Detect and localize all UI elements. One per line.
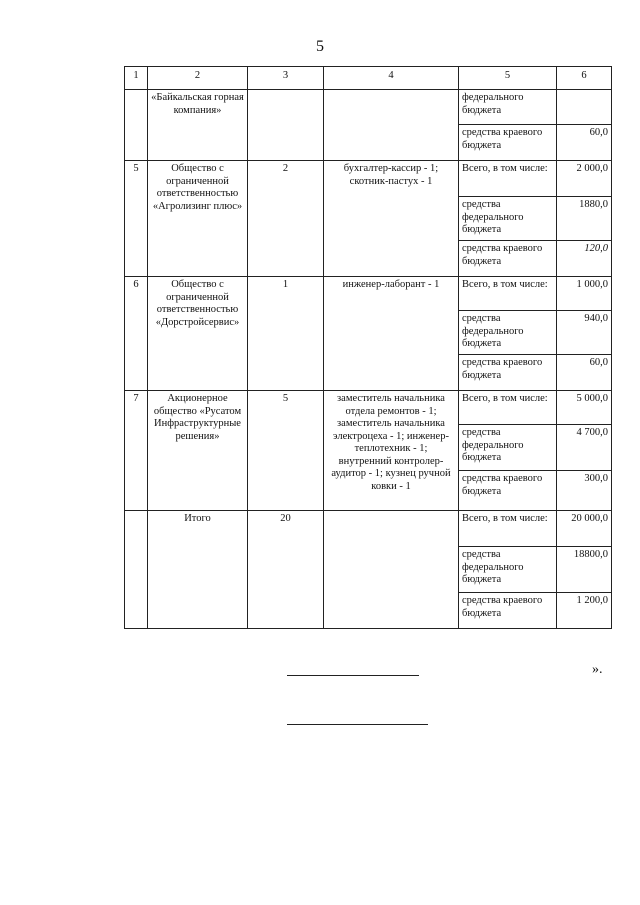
funding-source-cell: средства федерального бюджета (459, 547, 557, 593)
amount-cell: 1 200,0 (557, 593, 612, 629)
jobs-count-cell (248, 90, 324, 161)
row-number-cell: 7 (125, 391, 148, 511)
total-label-cell: Итого (148, 511, 248, 629)
table-row (125, 90, 612, 125)
separator-rule-line (287, 724, 428, 725)
jobs-count-cell: 2 (248, 161, 324, 277)
row-number-cell: 6 (125, 277, 148, 391)
column-header: 2 (148, 67, 248, 90)
amount-cell: 60,0 (557, 355, 612, 391)
table-row (125, 161, 612, 197)
funding-table (124, 66, 612, 629)
positions-cell: инженер-лаборант - 1 (324, 277, 459, 391)
organization-name-cell: Общество с ограниченной ответственностью «Дорстройсервис» (148, 277, 248, 391)
table-header-row (125, 67, 612, 90)
page-number: 5 (316, 38, 324, 55)
amount-cell: 300,0 (557, 471, 612, 511)
table-row (125, 277, 612, 311)
funding-source-cell: средства краевого бюджета (459, 471, 557, 511)
amount-cell: 2 000,0 (557, 161, 612, 197)
organization-name-cell: Акционерное общество «Русатом Инфраструктурные решения» (148, 391, 248, 511)
amount-cell: 940,0 (557, 311, 612, 355)
amount-cell: 1 000,0 (557, 277, 612, 311)
amount-cell (557, 90, 612, 125)
column-header: 5 (459, 67, 557, 90)
organization-name-cell: «Байкальская горная компания» (148, 90, 248, 161)
table-row (125, 391, 612, 425)
row-number-cell: 5 (125, 161, 148, 277)
positions-cell: заместитель начальника отдела ремонтов - 1; заместитель начальника электроцеха - 1; инженер-теплотехник - 1; внутренний контролер-аудитор - 1; кузнец ручной ковки - 1 (324, 391, 459, 511)
positions-cell (324, 511, 459, 629)
funding-source-cell: средства федерального бюджета (459, 425, 557, 471)
funding-source-cell: Всего, в том числе: (459, 511, 557, 547)
jobs-count-cell: 5 (248, 391, 324, 511)
column-header: 3 (248, 67, 324, 90)
amount-cell: 5 000,0 (557, 391, 612, 425)
funding-source-cell: средства краевого бюджета (459, 241, 557, 277)
funding-source-cell: средства федерального бюджета (459, 197, 557, 241)
funding-source-cell: Всего, в том числе: (459, 391, 557, 425)
row-number-cell (125, 90, 148, 161)
funding-source-cell: федерального бюджета (459, 90, 557, 125)
funding-source-cell: Всего, в том числе: (459, 277, 557, 311)
jobs-count-cell: 1 (248, 277, 324, 391)
column-header: 4 (324, 67, 459, 90)
table-row (125, 511, 612, 547)
funding-source-cell: средства краевого бюджета (459, 355, 557, 391)
funding-source-cell: средства краевого бюджета (459, 125, 557, 161)
funding-source-cell: средства федерального бюджета (459, 311, 557, 355)
amount-cell: 120,0 (557, 241, 612, 277)
column-header: 6 (557, 67, 612, 90)
amount-cell: 4 700,0 (557, 425, 612, 471)
closing-rule-line (287, 675, 419, 676)
column-header: 1 (125, 67, 148, 90)
row-number-cell (125, 511, 148, 629)
amount-cell: 18800,0 (557, 547, 612, 593)
closing-quote-mark: ». (592, 662, 603, 677)
amount-cell: 20 000,0 (557, 511, 612, 547)
jobs-count-cell: 20 (248, 511, 324, 629)
amount-cell: 1880,0 (557, 197, 612, 241)
organization-name-cell: Общество с ограниченной ответственностью «Агролизинг плюс» (148, 161, 248, 277)
funding-source-cell: Всего, в том числе: (459, 161, 557, 197)
positions-cell (324, 90, 459, 161)
positions-cell: бухгалтер-кассир - 1; скотник-пастух - 1 (324, 161, 459, 277)
funding-source-cell: средства краевого бюджета (459, 593, 557, 629)
amount-cell: 60,0 (557, 125, 612, 161)
